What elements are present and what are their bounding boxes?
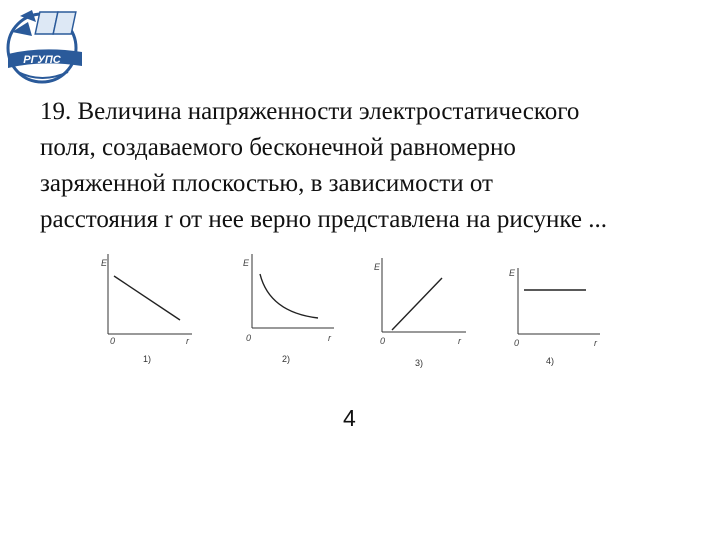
graph-origin-label: 0 — [380, 336, 386, 346]
question-line: 19. Величина напряженности электростатического — [40, 98, 580, 125]
graph-number: 1) — [143, 354, 152, 364]
graph-y-label: E — [374, 262, 381, 272]
logo-text: РГУПС — [23, 54, 61, 66]
university-logo-icon — [2, 2, 90, 88]
graph-4[interactable] — [506, 258, 606, 358]
graph-1[interactable] — [98, 248, 198, 348]
graph-number: 3) — [415, 358, 424, 368]
graph-x-label: r — [458, 336, 461, 346]
graph-origin-label: 0 — [514, 338, 520, 348]
graph-origin-label: 0 — [110, 336, 116, 346]
graph-x-label: r — [594, 338, 597, 348]
graph-origin-label: 0 — [246, 333, 252, 343]
graph-number: 4) — [546, 356, 555, 366]
graph-number: 2) — [282, 354, 291, 364]
question-line: заряженной плоскостью, в зависимости от — [40, 170, 493, 197]
question-line: поля, создаваемого бесконечной равномерно — [40, 134, 516, 161]
graph-2[interactable] — [240, 248, 340, 348]
answer-text: 4 — [343, 405, 356, 431]
graph-x-label: r — [186, 336, 189, 346]
question-text — [40, 94, 700, 238]
graph-3[interactable] — [372, 252, 472, 352]
graph-y-label: E — [509, 268, 516, 278]
question-line: расстояния r от нее верно представлена на рисунке ... — [40, 206, 607, 233]
graph-y-label: E — [101, 258, 108, 268]
graph-x-label: r — [328, 333, 331, 343]
graph-y-label: E — [243, 258, 250, 268]
